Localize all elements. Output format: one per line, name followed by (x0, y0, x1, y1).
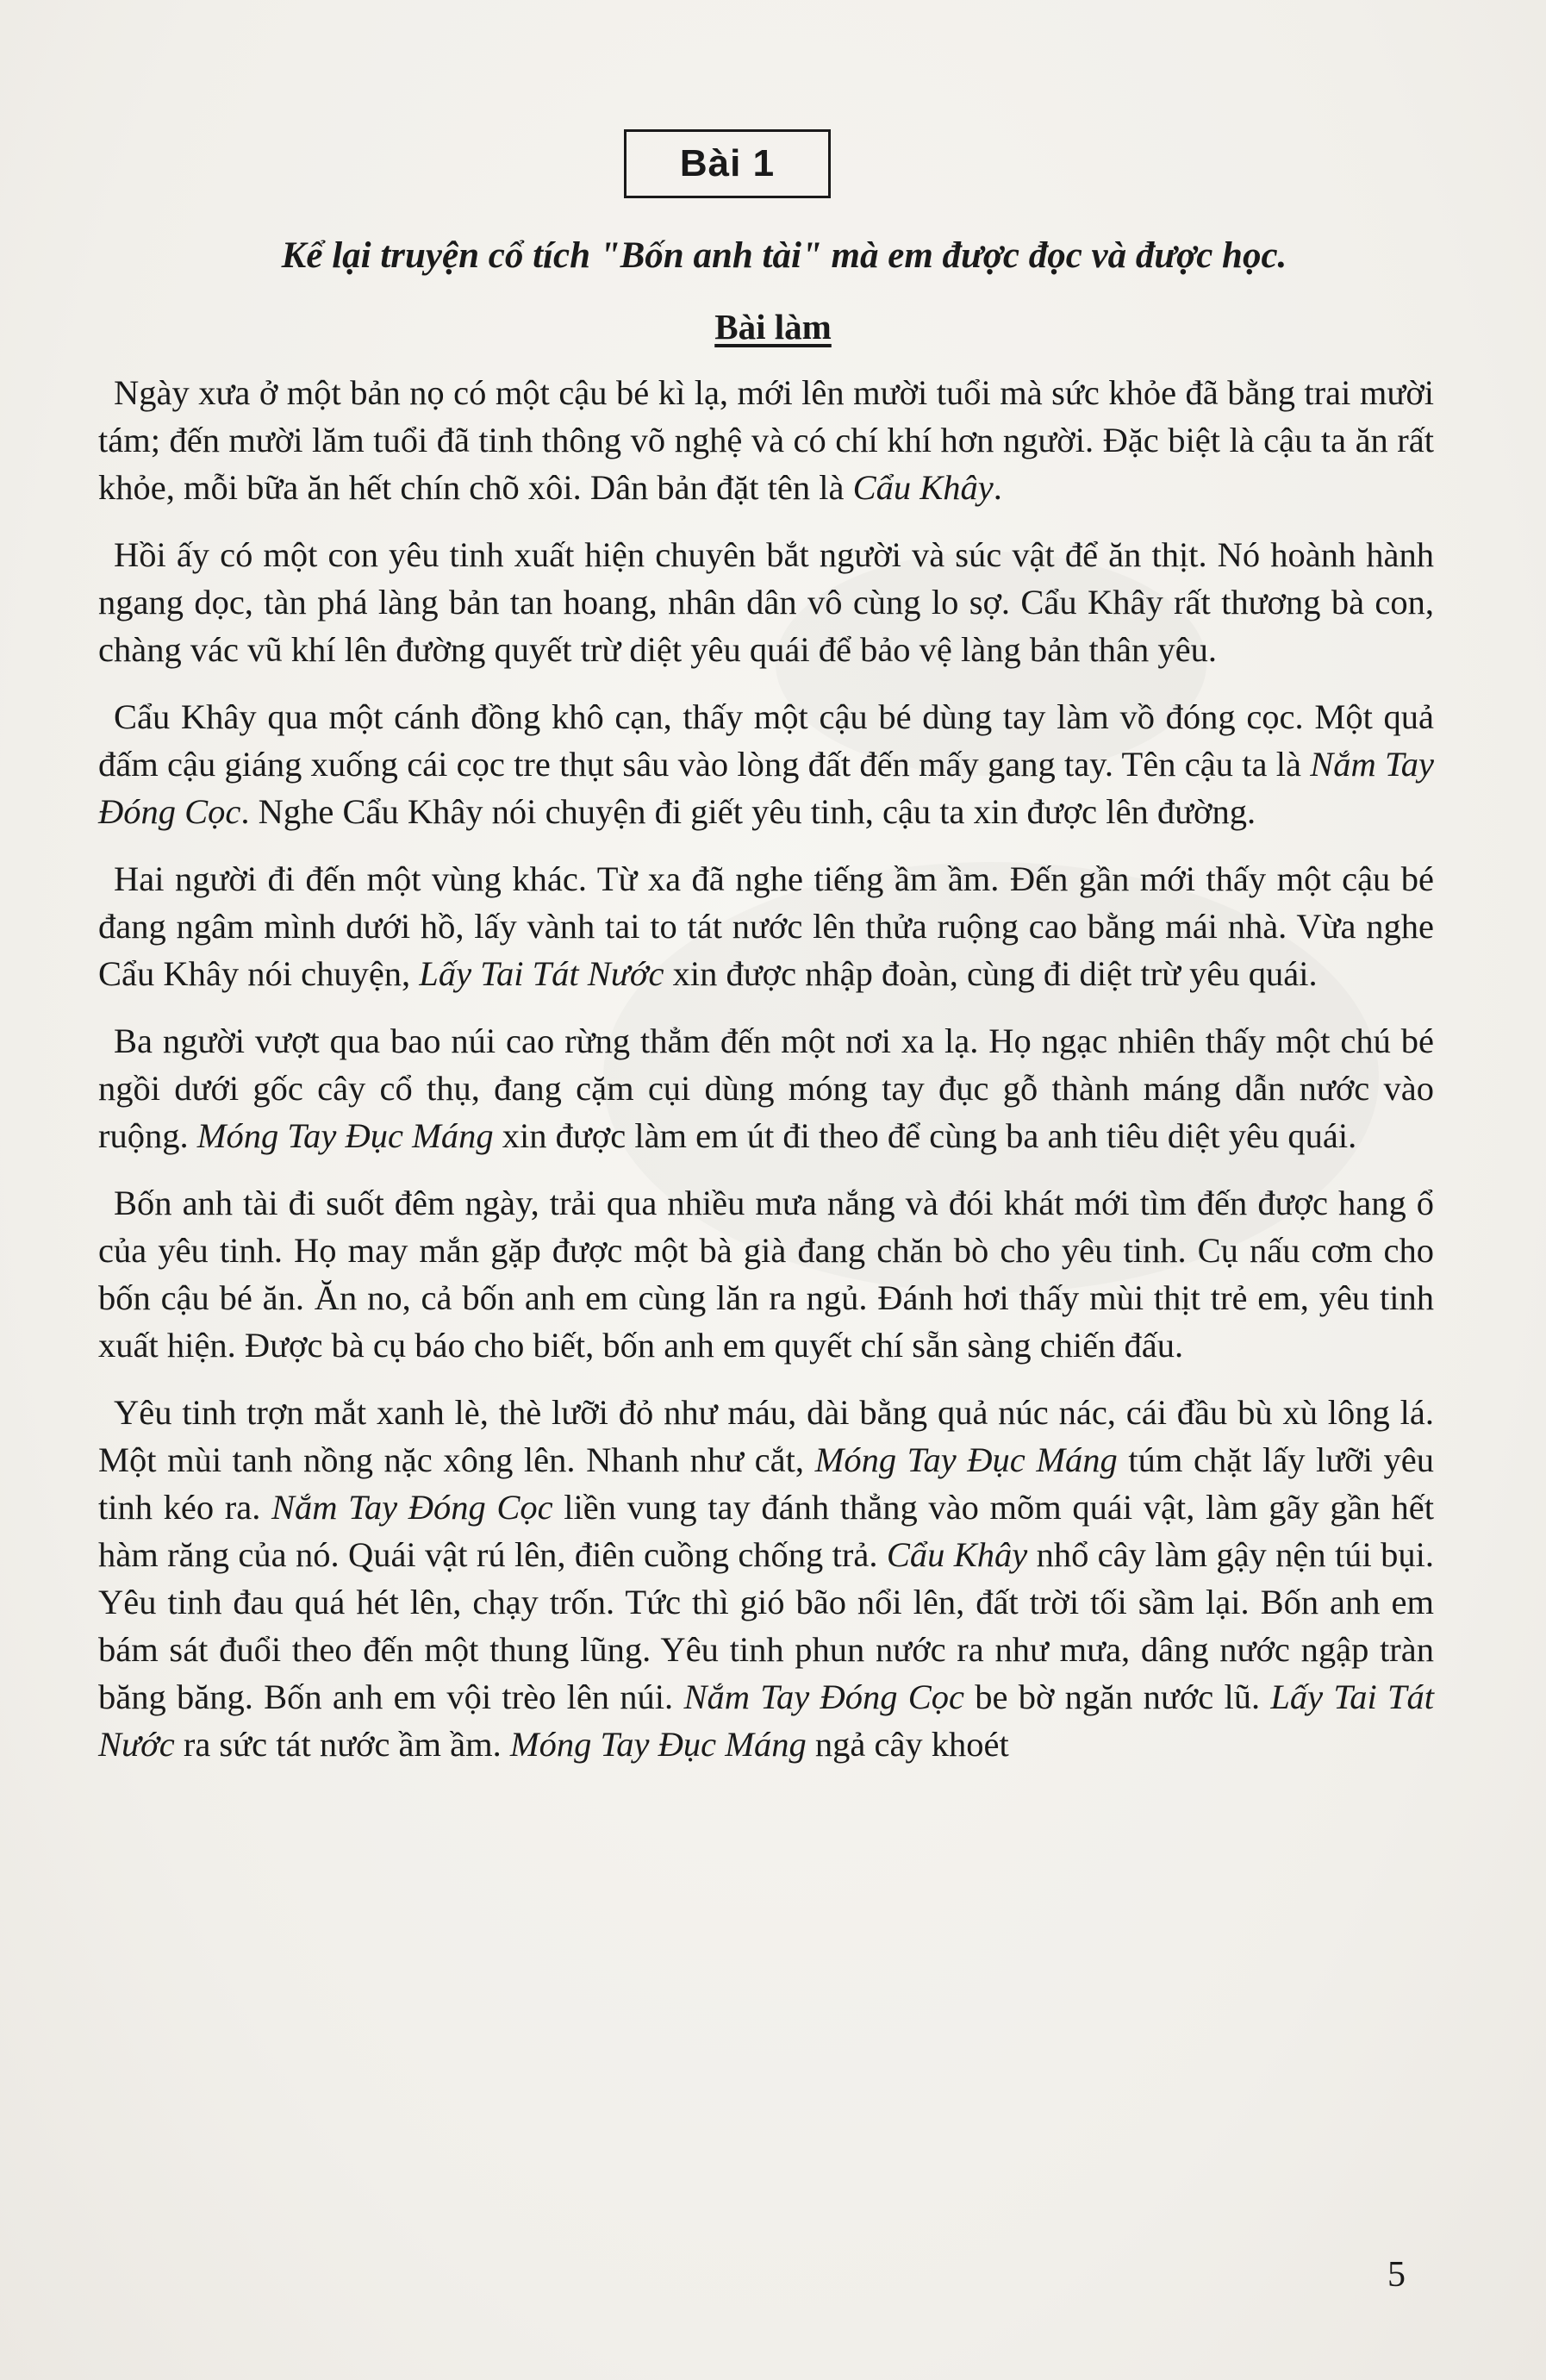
paragraph-text: ra sức tát nước ầm ầm. (174, 1725, 510, 1764)
character-name: Cẩu Khây (886, 1535, 1028, 1574)
assignment-prompt: Kể lại truyện cổ tích "Bốn anh tài" mà em được đọc và được học. (281, 235, 1287, 276)
paragraph-text: xin được nhập đoàn, cùng đi diệt trừ yêu quái. (664, 954, 1318, 993)
paragraph-text: Ba người vượt qua bao núi cao rừng thẳm đến một nơi xa lạ. Họ ngạc nhiên thấy một chú bé ngồi dưới gốc cây cổ thụ, đang cặm cụi dùng móng tay đục gỗ thành máng dẫn nước vào ruộng. (98, 1021, 1434, 1155)
paragraph-text: túm chặt lấy lưỡi yêu tinh kéo ra. (98, 1440, 1434, 1527)
paragraph-text: nhổ cây làm gậy nện túi bụi. Yêu tinh đau quá hét lên, chạy trốn. Tức thì gió bão nổi lên, đất trời tối sầm lại. Bốn anh em bám sát đuổi theo đến một thung lũng. Yêu tinh phun nước ra như mưa, dâng nước ngập tràn băng băng. Bốn anh em vội trèo lên núi. (98, 1535, 1434, 1716)
paragraph-text: Bốn anh tài đi suốt đêm ngày, trải qua nhiều mưa nắng và đói khát mới tìm đến được hang ổ của yêu tinh. Họ may mắn gặp được một bà già đang chăn bò cho yêu tinh. Cụ nấu cơm cho bốn cậu bé ăn. Ăn no, cả bốn anh em cùng lăn ra ngủ. Đánh hơi thấy mùi thịt trẻ em, yêu tinh xuất hiện. Được bà cụ báo cho biết, bốn anh em quyết chí sẵn sàng chiến đấu. (98, 1184, 1434, 1365)
paragraph-text: liền vung tay đánh thẳng vào mõm quái vật, làm gãy gần hết hàm răng của nó. Quái vật rú lên, điên cuồng chống trả. (98, 1488, 1435, 1574)
paragraph-text: Hồi ấy có một con yêu tinh xuất hiện chuyên bắt người và súc vật để ăn thịt. Nó hoành hành ngang dọc, tàn phá làng bản tan hoang, nhân dân vô cùng lo sợ. Cẩu Khây rất thương bà con, chàng vác vũ khí lên đường quyết trừ diệt yêu quái để bảo vệ làng bản thân yêu. (98, 535, 1434, 669)
paragraph-text: xin được làm em út đi theo để cùng ba anh tiêu diệt yêu quái. (493, 1116, 1357, 1155)
paragraph-text: Hai người đi đến một vùng khác. Từ xa đã nghe tiếng ầm ầm. Đến gần mới thấy một cậu bé đang ngâm mình dưới hồ, lấy vành tai to tát nước lên thửa ruộng cao bằng mái nhà. Vừa nghe Cẩu Khây nói chuyện, (98, 859, 1434, 993)
paragraph-text: Ngày xưa ở một bản nọ có một cậu bé kì lạ, mới lên mười tuổi mà sức khỏe đã bằng trai mười tám; đến mười lăm tuổi đã tinh thông võ nghệ và có chí khí hơn người. Đặc biệt là cậu ta ăn rất khỏe, mỗi bữa ăn hết chín chõ xôi. Dân bản đặt tên là (98, 373, 1434, 507)
work-title: Bài làm (714, 307, 832, 347)
paragraph-text: Cẩu Khây qua một cánh đồng khô cạn, thấy một cậu bé dùng tay làm vồ đóng cọc. Một quả đấm cậu giáng xuống cái cọc tre thụt sâu vào lòng đất đến mấy gang tay. Tên cậu ta là (98, 697, 1434, 784)
essay-paragraph (98, 1389, 1434, 1768)
paragraph-text: ngả cây khoét (806, 1725, 1009, 1764)
page-number: 5 (1387, 2255, 1406, 2295)
character-name: Lấy Tai Tát Nước (419, 954, 664, 993)
character-name: Nắm Tay Đóng Cọc (271, 1488, 553, 1527)
essay-paragraph (98, 531, 1434, 673)
character-name: Nắm Tay Đóng Cọc (683, 1677, 964, 1716)
essay-paragraph (98, 1179, 1434, 1369)
lesson-label: Bài 1 (624, 129, 831, 198)
paragraph-text: be bờ ngăn nước lũ. (964, 1677, 1271, 1716)
character-name: Cẩu Khây (852, 468, 994, 507)
essay-paragraph (98, 855, 1434, 997)
essay-body (98, 369, 1434, 1788)
paragraph-text: . Nghe Cẩu Khây nói chuyện đi giết yêu tinh, cậu ta xin được lên đường. (240, 792, 1256, 831)
character-name: Móng Tay Đục Máng (814, 1440, 1118, 1479)
essay-paragraph (98, 1017, 1434, 1159)
character-name: Móng Tay Đục Máng (509, 1725, 807, 1764)
essay-paragraph (98, 369, 1434, 511)
paragraph-text: Yêu tinh trợn mắt xanh lè, thè lưỡi đỏ như máu, dài bằng quả núc nác, cái đầu bù xù lông lá. Một mùi tanh nồng nặc xông lên. Nhanh như cắt, (98, 1393, 1434, 1479)
essay-paragraph (98, 693, 1434, 835)
character-name: Móng Tay Đục Máng (196, 1116, 494, 1155)
character-name: Nắm Tay Đóng Cọc (98, 745, 1434, 831)
character-name: Lấy Tai Tát Nước (98, 1677, 1434, 1764)
paragraph-text: . (993, 468, 1002, 507)
